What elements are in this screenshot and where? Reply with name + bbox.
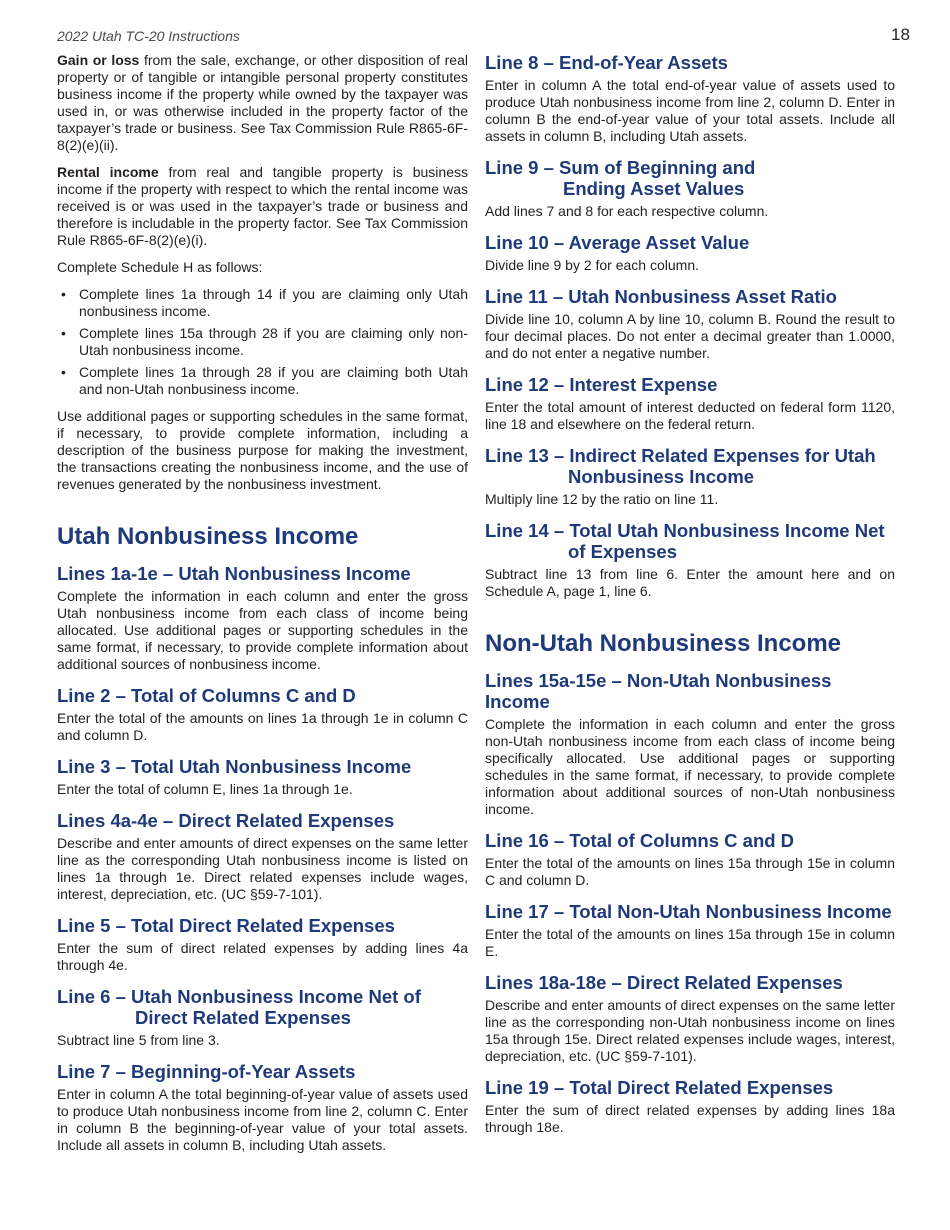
body-line-19: Enter the sum of direct related expenses by adding lines 18a through 18e. xyxy=(485,1102,895,1135)
body-lines-15a-15e: Complete the information in each column and enter the gross non-Utah nonbusiness income from each class of income being specifically allocated. Use additional pages or supporting schedules in the same format, if necessary, to provide complete information about additional sources of non-Utah nonbusiness income. xyxy=(485,716,895,817)
heading-line-9-part-1: Line 9 – Sum of Beginning and xyxy=(485,157,756,178)
body-line-8: Enter in column A the total end-of-year value of assets used to produce Utah nonbusiness income from line 2, column D. Enter in column B the end-of-year value of your total assets. Include all assets in column B, including Utah assets. xyxy=(485,77,895,144)
body-line-12: Enter the total amount of interest deducted on federal form 1120, line 18 and elsewhere on the federal return. xyxy=(485,399,895,432)
list-item xyxy=(57,364,468,398)
paragraph-rental-income xyxy=(57,164,468,249)
heading-line-11: Line 11 – Utah Nonbusiness Asset Ratio xyxy=(485,286,837,307)
heading-line-17: Line 17 – Total Non-Utah Nonbusiness Income xyxy=(485,901,892,922)
body-lines-1a-1e: Complete the information in each column and enter the gross Utah nonbusiness income from each class of income being allocated. Use additional pages or supporting schedules in the same format, if necessary, to provide complete information about additional sources of nonbusiness income. xyxy=(57,588,468,672)
heading-lines-18a-18e: Lines 18a-18e – Direct Related Expenses xyxy=(485,972,843,993)
bold-term: Rental income xyxy=(57,164,159,180)
body-lines-18a-18e: Describe and enter amounts of direct expenses on the same letter line as the corresponding non-Utah nonbusiness income on lines 15a through 15e. Direct related expenses include wages, interest, depreciation, etc. (UC §59-7-101). xyxy=(485,997,895,1064)
body-line-11: Divide line 10, column A by line 10, column B. Round the result to four decimal places. Do not enter a decimal greater than 1.0000, and do not enter a negative number. xyxy=(485,311,895,361)
heading-line-9 xyxy=(485,157,895,199)
list-item xyxy=(57,325,468,359)
heading-line-13-part-2: Nonbusiness Income xyxy=(568,466,755,487)
body-line-17: Enter the total of the amounts on lines 15a through 15e in column E. xyxy=(485,926,895,959)
body-line-3: Enter the total of column E, lines 1a through 1e. xyxy=(57,781,353,797)
heading-line-8: Line 8 – End-of-Year Assets xyxy=(485,52,728,73)
heading-line-9-part-2: Ending Asset Values xyxy=(563,178,745,199)
running-head-title: 2022 Utah TC-20 Instructions xyxy=(57,28,240,44)
bold-term: Gain or loss xyxy=(57,52,140,68)
body-line-2: Enter the total of the amounts on lines 1a through 1e in column C and column D. xyxy=(57,710,468,743)
body-line-10: Divide line 9 by 2 for each column. xyxy=(485,257,699,273)
body-line-6: Subtract line 5 from line 3. xyxy=(57,1032,220,1048)
heading-lines-15a-15e: Lines 15a-15e – Non-Utah Nonbusiness Income xyxy=(485,670,832,712)
heading-line-7: Line 7 – Beginning-of-Year Assets xyxy=(57,1061,356,1082)
heading-line-13 xyxy=(485,445,895,487)
bullet-icon: • xyxy=(61,364,66,380)
heading-lines-1a-1e: Lines 1a-1e – Utah Nonbusiness Income xyxy=(57,563,411,584)
paragraph-text: from real and tangible property is business income if the property with respect to which the rental income was received is or was used in the taxpayer’s trade or business and therefore is includable in the property factor. See Tax Commission Rule R865-6F-8(2)(e)(i). xyxy=(57,164,468,248)
heading-line-13-part-1: Line 13 – Indirect Related Expenses for Utah xyxy=(485,445,876,466)
list-item-text: Complete lines 1a through 28 if you are claiming both Utah and non-Utah nonbusiness income. xyxy=(79,364,468,397)
body-line-9: Add lines 7 and 8 for each respective column. xyxy=(485,203,769,219)
paragraph-additional-pages: Use additional pages or supporting schedules in the same format, if necessary, to provide complete information, including a description of the business purpose for making the investment, the transactions creating the nonbusiness income, and the use of revenues generated by the nonbusiness investment. xyxy=(57,408,468,492)
list-item-text: Complete lines 15a through 28 if you are claiming only non-Utah nonbusiness income. xyxy=(79,325,468,358)
heading-line-12: Line 12 – Interest Expense xyxy=(485,374,718,395)
heading-lines-4a-4e: Lines 4a-4e – Direct Related Expenses xyxy=(57,810,395,831)
heading-line-16: Line 16 – Total of Columns C and D xyxy=(485,830,795,851)
section-heading-utah-nonbusiness: Utah Nonbusiness Income xyxy=(57,523,359,550)
heading-line-10: Line 10 – Average Asset Value xyxy=(485,232,750,253)
paragraph-text: from the sale, exchange, or other disposition of real property or of tangible or intangible personal property constitutes business income if the property while owned by the taxpayer was used in, or was otherwise included in the property factor of the taxpayer’s trade or business. See Tax Commission Rule R865-6F-8(2)(e)(ii). xyxy=(57,52,468,153)
heading-line-3: Line 3 – Total Utah Nonbusiness Income xyxy=(57,756,412,777)
right-column xyxy=(485,52,895,1146)
heading-line-6-part-1: Line 6 – Utah Nonbusiness Income Net of xyxy=(57,986,421,1007)
list-item-text: Complete lines 1a through 14 if you are claiming only Utah nonbusiness income. xyxy=(79,286,468,319)
heading-line-6-part-2: Direct Related Expenses xyxy=(135,1007,351,1028)
paragraph-gain-or-loss xyxy=(57,52,468,154)
heading-line-5: Line 5 – Total Direct Related Expenses xyxy=(57,915,395,936)
body-lines-4a-4e: Describe and enter amounts of direct expenses on the same letter line as the corresponding Utah nonbusiness income is listed on lines 1a through 1e. Direct related expenses include wages, interest, depreciation, etc. (UC §59-7-101). xyxy=(57,835,468,902)
bullet-icon: • xyxy=(61,325,66,341)
heading-line-2: Line 2 – Total of Columns C and D xyxy=(57,685,356,706)
heading-line-14-part-2: of Expenses xyxy=(568,541,677,562)
left-column xyxy=(57,52,468,1164)
body-line-13: Multiply line 12 by the ratio on line 11. xyxy=(485,491,719,507)
heading-line-6 xyxy=(57,986,468,1028)
paragraph-schedule-intro: Complete Schedule H as follows: xyxy=(57,259,263,275)
body-line-7: Enter in column A the total beginning-of-year value of assets used to produce Utah nonbusiness income from line 2, column C. Enter in column B the beginning-of-year value of your total assets. Include all assets in column B, including Utah assets. xyxy=(57,1086,468,1153)
instruction-bullet-list xyxy=(57,286,468,398)
page-number: 18 xyxy=(891,25,910,44)
section-heading-non-utah-nonbusiness: Non-Utah Nonbusiness Income xyxy=(485,630,842,657)
heading-line-19: Line 19 – Total Direct Related Expenses xyxy=(485,1077,834,1098)
body-line-16: Enter the total of the amounts on lines 15a through 15e in column C and column D. xyxy=(485,855,895,888)
heading-line-14 xyxy=(485,520,895,562)
heading-line-14-part-1: Line 14 – Total Utah Nonbusiness Income Net xyxy=(485,520,885,541)
list-item xyxy=(57,286,468,320)
body-line-5: Enter the sum of direct related expenses by adding lines 4a through 4e. xyxy=(57,940,468,973)
body-line-14: Subtract line 13 from line 6. Enter the amount here and on Schedule A, page 1, line 6. xyxy=(485,566,895,599)
bullet-icon: • xyxy=(61,286,66,302)
